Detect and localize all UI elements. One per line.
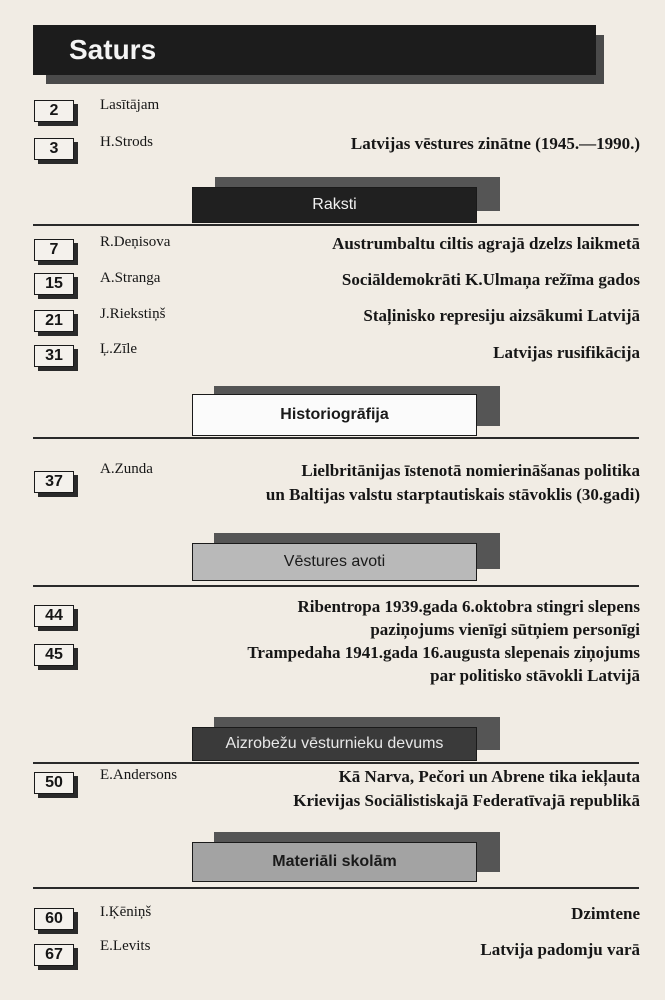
section-divider (33, 887, 639, 889)
entry-author: I.Ķēniņš (100, 904, 152, 920)
entry-title-line: par politisko stāvokli Latvijā (430, 666, 640, 685)
section-label: Raksti (312, 196, 357, 213)
page-number-box: 7 (34, 239, 74, 261)
section-header-aizrobezu (192, 727, 477, 761)
entry-title: Dzimtene (571, 904, 640, 923)
page-number-box: 37 (34, 471, 74, 493)
page-number-box: 44 (34, 605, 74, 627)
entry-author: A.Stranga (100, 270, 161, 286)
section-header-historiografija (192, 394, 477, 436)
entry-author: R.Deņisova (100, 234, 171, 250)
entry-title: Staļinisko represiju aizsākumi Latvijā (363, 306, 640, 325)
page-number-box: 45 (34, 644, 74, 666)
page-number-box: 3 (34, 138, 74, 160)
section-divider (33, 224, 639, 226)
entry-label: Lasītājam (100, 97, 160, 113)
entry-title: Latvijas rusifikācija (493, 343, 640, 362)
page-number-box: 21 (34, 310, 74, 332)
section-header-materiali (192, 842, 477, 882)
section-divider (33, 585, 639, 587)
page-number-box: 2 (34, 100, 74, 122)
page-number-box: 50 (34, 772, 74, 794)
section-header-raksti (192, 187, 477, 223)
section-label: Aizrobežu vēsturnieku devums (225, 735, 444, 752)
section-divider (33, 762, 639, 764)
entry-title-line: Krievijas Sociālistiskajā Federatīvajā republikā (293, 791, 640, 810)
entry-title-line: Lielbritānijas īstenotā nomierināšanas politika (301, 461, 640, 480)
section-header-vestures-avoti (192, 543, 477, 581)
page-title-bar (33, 25, 596, 75)
entry-title: Latvijas vēstures zinātne (1945.—1990.) (350, 134, 640, 153)
entry-title: Sociāldemokrāti K.Ulmaņa režīma gados (341, 270, 640, 289)
entry-author: E.Andersons (100, 767, 178, 783)
section-divider (33, 437, 639, 439)
entry-title-line: Kā Narva, Pečori un Abrene tika iekļauta (338, 767, 640, 786)
page-number-box: 15 (34, 273, 74, 295)
entry-title: Latvija padomju varā (480, 940, 640, 959)
entry-author: Ļ.Zīle (100, 341, 138, 357)
page-title: Saturs (69, 34, 157, 65)
section-label: Historiogrāfija (280, 406, 389, 423)
entry-title-line: Trampedaha 1941.gada 16.augusta slepenais ziņojums (247, 643, 640, 662)
section-label: Vēstures avoti (283, 553, 386, 570)
entry-title-line: paziņojums vienīgi sūtņiem personīgi (370, 620, 640, 639)
page-number-box: 60 (34, 908, 74, 930)
page-number-box: 31 (34, 345, 74, 367)
entry-author: E.Levits (100, 938, 151, 954)
entry-author: A.Zunda (100, 461, 153, 477)
entry-title-line: Ribentropa 1939.gada 6.oktobra stingri slepens (297, 597, 640, 616)
entry-author: H.Strods (100, 134, 153, 150)
entry-title-line: un Baltijas valstu starptautiskais stāvoklis (30.gadi) (265, 485, 640, 504)
page-number-box: 67 (34, 944, 74, 966)
entry-author: J.Riekstiņš (100, 306, 166, 322)
entry-title: Austrumbaltu ciltis agrajā dzelzs laikmetā (332, 234, 640, 253)
section-label: Materiāli skolām (272, 853, 397, 870)
